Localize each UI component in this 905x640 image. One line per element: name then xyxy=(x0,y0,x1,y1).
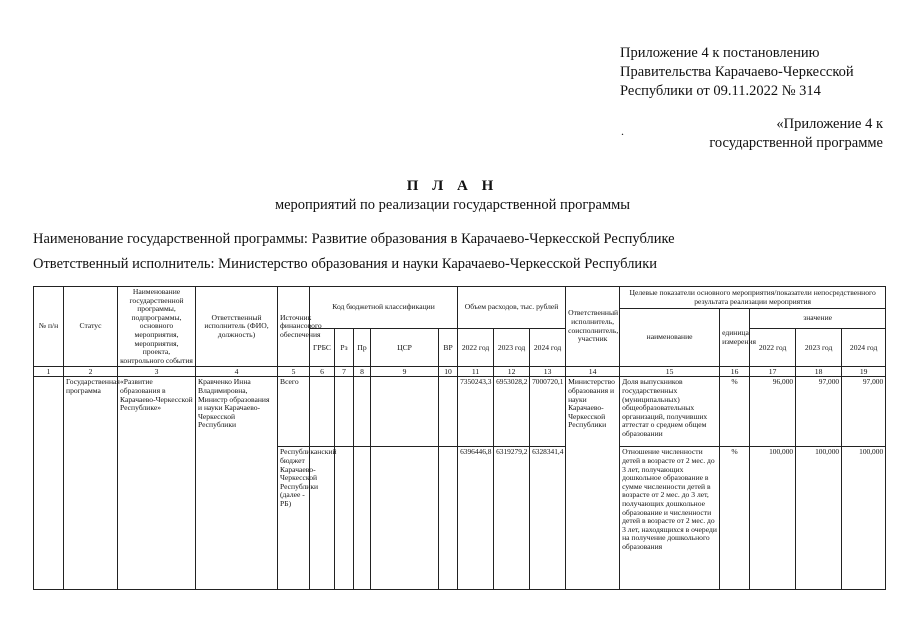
row-expense-2022: 7350243,3 xyxy=(458,377,494,447)
header-expenses: Объем расходов, тыс. рублей xyxy=(458,287,566,329)
header-val-2023: 2023 год xyxy=(796,329,842,367)
header-unit: единица измерения xyxy=(720,309,750,367)
row-unit: % xyxy=(720,377,750,447)
header-value: значение xyxy=(750,309,886,329)
row-indicator: Доля выпускников государственных (муниципальных) общеобразовательных организаций, получивших аттестат о среднем общем образовании xyxy=(620,377,720,447)
column-index: 2 xyxy=(64,367,118,377)
column-index: 9 xyxy=(371,367,439,377)
row-value-2024: 97,000 xyxy=(842,377,886,447)
row-value-2023: 100,000 xyxy=(796,447,842,590)
row-grbs xyxy=(310,377,335,447)
header-grbs: ГРБС xyxy=(310,329,335,367)
column-index: 4 xyxy=(196,367,278,377)
appendix-line-2: Правительства Карачаево-Черкесской xyxy=(620,64,854,80)
row-responsible: Кравченко Инна Владимировна, Министр образования и науки Карачаево-Черкесской Республики xyxy=(196,377,278,590)
page-subtitle: мероприятий по реализации государственной программы xyxy=(274,197,631,213)
column-index: 12 xyxy=(494,367,530,377)
header-pr: Пр xyxy=(354,329,371,367)
column-index: 5 xyxy=(278,367,310,377)
row-value-2024: 100,000 xyxy=(842,447,886,590)
row-status: Государственная программа xyxy=(64,377,118,590)
row-unit: % xyxy=(720,447,750,590)
row-vr xyxy=(439,447,458,590)
row-expense-2023: 6953028,2 xyxy=(494,377,530,447)
row-rz xyxy=(335,447,354,590)
column-index: 7 xyxy=(335,367,354,377)
row-indicator: Отношение численности детей в возрасте от 2 мес. до 3 лет, получающих дошкольное образование в сумме численности детей в возрасте от 2 мес. до 3 лет, получающих дошкольное образование и численности детей в возрасте от 2 мес. до 3 лет, находящихся в очереди на получение дошкольного образования xyxy=(620,447,720,590)
stray-dot: . xyxy=(621,124,624,138)
row-expense-2024: 6328341,4 xyxy=(530,447,566,590)
sub-appendix-line-2: государственной программе xyxy=(709,135,883,151)
header-source: Источник финансового обеспечения xyxy=(278,287,310,367)
header-targets: Целевые показатели основного мероприятия/показатели непосредственного результата реализации мероприятия xyxy=(620,287,886,309)
row-source: Республиканский бюджет Карачаево-Черкесской Республики (далее - РБ) xyxy=(278,447,310,590)
row-program-name: «Развитие образования в Карачаево-Черкесской Республике» xyxy=(118,377,196,590)
appendix-line-1: Приложение 4 к постановлению xyxy=(620,45,820,61)
row-expense-2024: 7000720,1 xyxy=(530,377,566,447)
row-rz xyxy=(335,377,354,447)
column-index: 13 xyxy=(530,367,566,377)
program-name-line: Наименование государственной программы: Развитие образования в Карачаево-Черкесской Республике xyxy=(33,231,675,247)
header-num: № п/н xyxy=(34,287,64,367)
row-value-2023: 97,000 xyxy=(796,377,842,447)
header-rz: Рз xyxy=(335,329,354,367)
column-index: 19 xyxy=(842,367,886,377)
header-exp-2022: 2022 год xyxy=(458,329,494,367)
column-index: 11 xyxy=(458,367,494,377)
executor-line: Ответственный исполнитель: Министерство образования и науки Карачаево-Черкесской Республики xyxy=(33,256,657,272)
header-val-2022: 2022 год xyxy=(750,329,796,367)
row-expense-2022: 6396446,8 xyxy=(458,447,494,590)
column-index: 15 xyxy=(620,367,720,377)
column-index: 8 xyxy=(354,367,371,377)
row-csr xyxy=(371,447,439,590)
row-csr xyxy=(371,377,439,447)
column-index: 6 xyxy=(310,367,335,377)
column-index: 10 xyxy=(439,367,458,377)
row-pr xyxy=(354,377,371,447)
header-exp-2024: 2024 год xyxy=(530,329,566,367)
column-index: 16 xyxy=(720,367,750,377)
header-indicator-name: наименование xyxy=(620,309,720,367)
row-num xyxy=(34,377,64,590)
sub-appendix-line-1: «Приложение 4 к xyxy=(776,116,883,132)
column-index: 1 xyxy=(34,367,64,377)
header-status: Статус xyxy=(64,287,118,367)
header-exp-2023: 2023 год xyxy=(494,329,530,367)
row-source: Всего xyxy=(278,377,310,447)
column-index: 14 xyxy=(566,367,620,377)
header-co-executors: Ответственный исполнитель, соисполнитель, участник xyxy=(566,287,620,367)
row-pr xyxy=(354,447,371,590)
appendix-line-3: Республики от 09.11.2022 № 314 xyxy=(620,83,821,99)
column-index: 18 xyxy=(796,367,842,377)
header-csr: ЦСР xyxy=(371,329,439,367)
row-value-2022: 100,000 xyxy=(750,447,796,590)
plan-table xyxy=(33,286,886,590)
row-expense-2023: 6319279,2 xyxy=(494,447,530,590)
appendix-reference xyxy=(620,44,854,101)
header-budget-code: Код бюджетной классификации xyxy=(310,287,458,329)
header-name: Наименование государственной программы, подпрограммы, основного мероприятия, мероприятия, проекта, контрольного события xyxy=(118,287,196,367)
row-vr xyxy=(439,377,458,447)
page-title: П Л А Н xyxy=(406,178,499,194)
row-value-2022: 96,000 xyxy=(750,377,796,447)
column-index: 3 xyxy=(118,367,196,377)
table-row xyxy=(34,377,886,447)
column-index: 17 xyxy=(750,367,796,377)
row-co-executor: Министерство образования и науки Карачаево-Черкесской Республики xyxy=(566,377,620,590)
header-responsible: Ответственный исполнитель (ФИО, должность) xyxy=(196,287,278,367)
program-appendix-reference xyxy=(709,115,883,153)
header-val-2024: 2024 год xyxy=(842,329,886,367)
header-vr: ВР xyxy=(439,329,458,367)
